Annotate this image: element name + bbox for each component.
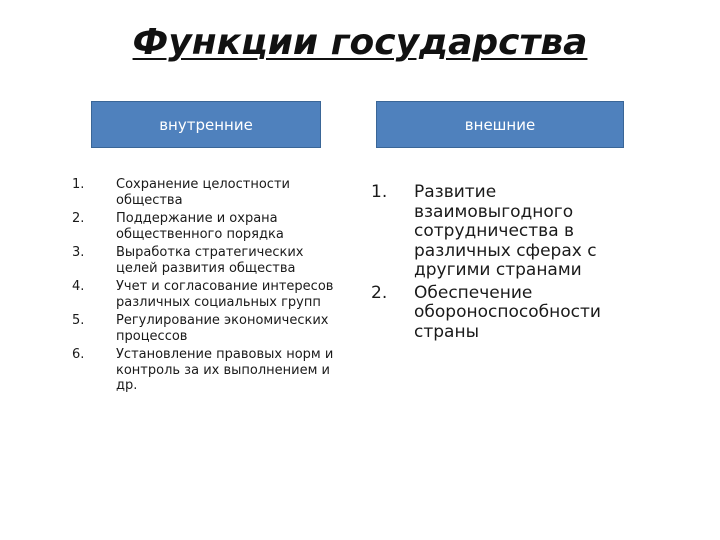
list-item-number: 4. — [72, 279, 85, 294]
list-item — [72, 177, 337, 208]
external-functions-list — [371, 183, 626, 345]
list-item-text: Обеспечение обороноспособности страны — [414, 282, 601, 342]
internal-functions-box — [91, 101, 321, 148]
list-item-number: 3. — [72, 245, 85, 260]
list-item — [72, 211, 337, 242]
internal-functions-label: внутренние — [159, 115, 253, 134]
internal-functions-list — [72, 177, 337, 397]
list-item-text: Установление правовых норм и контроль за их выполнением и др. — [116, 347, 334, 393]
list-item-text: Поддержание и охрана общественного порядка — [116, 211, 284, 242]
external-functions-label: внешние — [464, 115, 536, 134]
list-item-text: Развитие взаимовыгодного сотрудничества в различных сферах с другими странами — [414, 182, 597, 280]
list-item-number: 1. — [72, 177, 85, 192]
list-item-number: 2. — [72, 211, 85, 226]
list-item-text: Сохранение целостности общества — [116, 177, 290, 208]
list-item-number: 1. — [371, 182, 388, 202]
list-item — [371, 284, 626, 343]
list-item-text: Учет и согласование интересов различных социальных групп — [116, 279, 334, 310]
list-item — [72, 279, 337, 310]
list-item-number: 5. — [72, 313, 85, 328]
list-item — [72, 313, 337, 344]
list-item — [371, 183, 626, 281]
list-item-text: Выработка стратегических целей развития общества — [116, 245, 304, 276]
list-item — [72, 347, 337, 394]
list-item-number: 2. — [371, 282, 388, 303]
page-title: Функции государства — [132, 22, 588, 63]
external-functions-box — [376, 101, 624, 148]
list-item-number: 6. — [72, 347, 85, 362]
list-item — [72, 245, 337, 276]
list-item-text: Регулирование экономических процессов — [116, 313, 329, 344]
